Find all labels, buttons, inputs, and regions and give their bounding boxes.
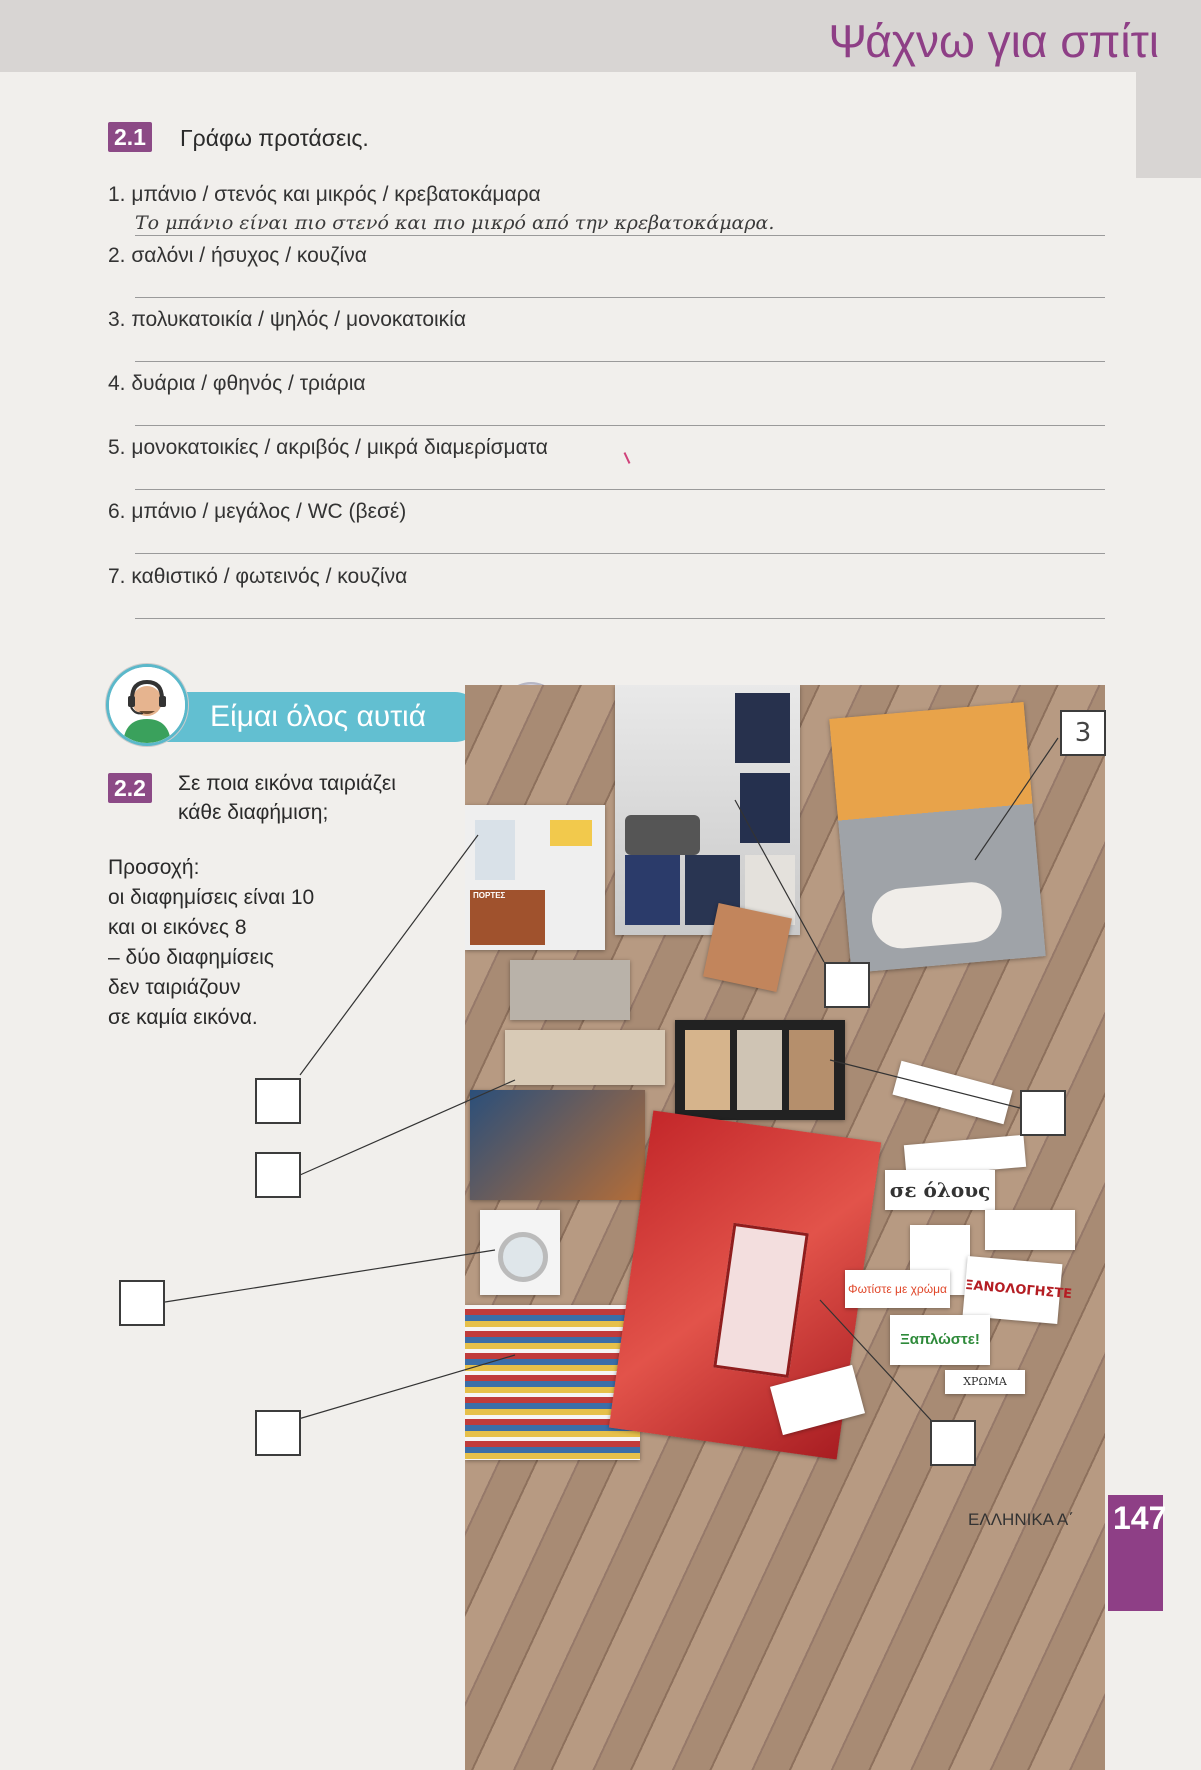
answer-box-washing-machine[interactable] bbox=[119, 1280, 165, 1326]
answer-box-bedroom[interactable] bbox=[255, 1152, 301, 1198]
ad-lie-down-text: Ξαπλώστε! bbox=[890, 1315, 990, 1365]
note-line: – δύο διαφημίσεις bbox=[108, 946, 274, 969]
exercise-2-question-line-2: κάθε διαφήμιση; bbox=[178, 801, 329, 824]
note-line: και οι εικόνες 8 bbox=[108, 916, 247, 939]
ad-paint-text: Φωτίστε με χρώμα bbox=[845, 1270, 950, 1308]
doors-ad-text: ΠΟΡΤΕΣ bbox=[473, 891, 506, 900]
ad-rethink-text: ΞΑΝΟΛΟΓΗΣΤΕ bbox=[963, 1256, 1063, 1324]
note-line: οι διαφημίσεις είναι 10 bbox=[108, 886, 315, 909]
exercise-2-number-badge: 2.2 bbox=[108, 773, 152, 803]
ad-color-text: ΧΡΩΜΑ bbox=[945, 1370, 1025, 1394]
note-line: δεν ταιριάζουν bbox=[108, 976, 241, 999]
exercise-item-2: 2. σαλόνι / ήσυχος / κουζίνα bbox=[108, 244, 367, 267]
answer-box-vases[interactable] bbox=[1020, 1090, 1066, 1136]
exercise-item-6: 6. μπάνιο / μεγάλος / WC (βεσέ) bbox=[108, 500, 407, 523]
book-title: ΕΛΛΗΝΙΚΑ Α΄ bbox=[968, 1510, 1074, 1529]
answer-box-bathroom-fixtures[interactable] bbox=[824, 962, 870, 1008]
page-title: Ψάχνω για σπίτι bbox=[828, 15, 1159, 67]
exercise-item-7: 7. καθιστικό / φωτεινός / κουζίνα bbox=[108, 565, 408, 588]
answer-box-oil-pillow[interactable]: 3 bbox=[1060, 710, 1106, 756]
exercise-number-badge: 2.1 bbox=[108, 122, 152, 152]
page-number: 147 bbox=[1113, 1500, 1167, 1536]
exercise-item-4: 4. δυάρια / φθηνός / τριάρια bbox=[108, 372, 366, 395]
note-heading: Προσοχή: bbox=[108, 856, 200, 879]
answer-box-red-fridge[interactable] bbox=[930, 1420, 976, 1466]
exercise-item-5: 5. μονοκατοικίες / ακριβός / μικρά διαμερίσματα bbox=[108, 436, 548, 459]
exercise-item-3: 3. πολυκατοικία / ψηλός / μονοκατοικία bbox=[108, 308, 466, 331]
exercise-2-question-line-1: Σε ποια εικόνα ταιριάζει bbox=[178, 772, 396, 795]
answer-box-bookshelf[interactable] bbox=[255, 1410, 301, 1456]
note-line: σε καμία εικόνα. bbox=[108, 1006, 258, 1029]
ad-everyone-text: σε όλους bbox=[885, 1170, 995, 1210]
answer-box-bathroom-ad[interactable] bbox=[255, 1078, 301, 1124]
handwritten-answer: Το μπάνιο είναι πιο στενό και πιο μικρό από την κρεβατοκάμαρα. bbox=[135, 212, 775, 234]
exercise-item-1: 1. μπάνιο / στενός και μικρός / κρεβατοκάμαρα bbox=[108, 183, 541, 206]
listening-banner-text: Είμαι όλος αυτιά bbox=[210, 700, 427, 733]
exercise-title: Γράφω προτάσεις. bbox=[180, 125, 369, 151]
